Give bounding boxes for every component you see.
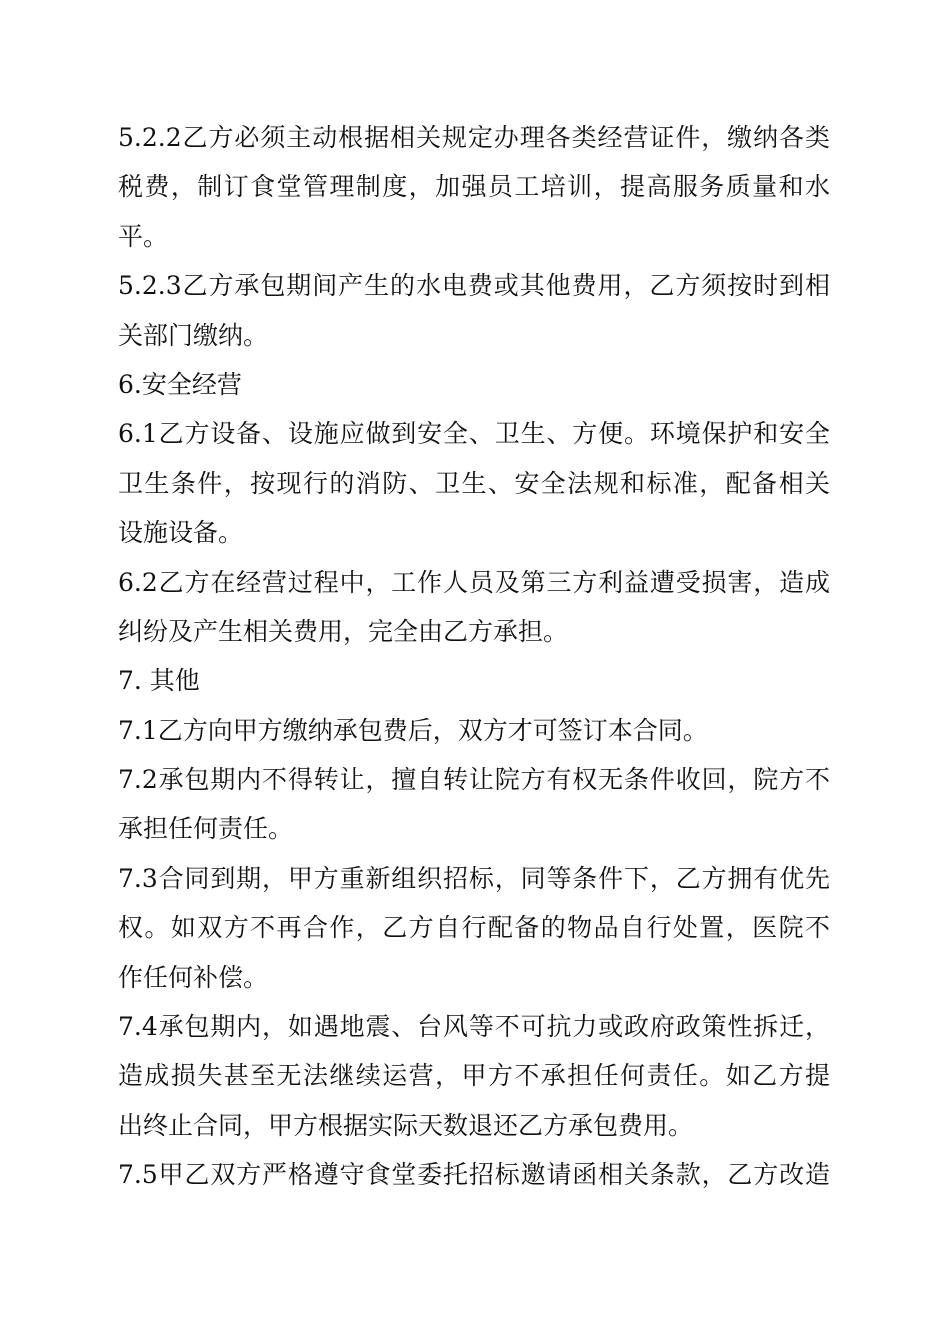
text-line: 税费，制订食堂管理制度，加强员工培训，提高服务质量和水 xyxy=(118,172,830,202)
text-line: 7.4承包期内，如遇地震、台风等不可抗力或政府政策性拆迁， xyxy=(118,1012,830,1042)
text-line: 5.2.2乙方必须主动根据相关规定办理各类经营证件，缴纳各类 xyxy=(118,123,830,152)
text-line: 6.1乙方设备、设施应做到安全、卫生、方便。环境保护和安全 xyxy=(118,419,830,449)
section-heading: 7. 其他 xyxy=(118,666,200,696)
text-line: 7.1乙方向甲方缴纳承包费后，双方才可签订本合同。 xyxy=(118,715,708,745)
text-line: 6.2乙方在经营过程中，工作人员及第三方利益遭受损害，造成 xyxy=(118,567,830,597)
text-line: 7.5甲乙双方严格遵守食堂委托招标邀请函相关条款，乙方改造 xyxy=(118,1160,830,1190)
text-line: 平。 xyxy=(118,221,169,251)
text-line: 7.3合同到期，甲方重新组织招标，同等条件下，乙方拥有优先 xyxy=(118,863,830,893)
text-line: 关部门缴纳。 xyxy=(118,320,269,350)
text-line: 作任何补偿。 xyxy=(118,962,269,992)
text-line: 卫生条件，按现行的消防、卫生、安全法规和标准，配备相关 xyxy=(118,468,830,498)
text-line: 权。如双方不再合作，乙方自行配备的物品自行处置，医院不 xyxy=(118,913,830,943)
contract-body-text xyxy=(118,125,830,1212)
section-heading: 6.安全经营 xyxy=(118,369,242,399)
text-line: 5.2.3乙方承包期间产生的水电费或其他费用，乙方须按时到相 xyxy=(118,271,830,301)
text-line: 设施设备。 xyxy=(118,518,244,548)
text-line: 纠纷及产生相关费用，完全由乙方承担。 xyxy=(118,616,569,646)
text-line: 承担任何责任。 xyxy=(118,814,294,844)
text-line: 造成损失甚至无法继续运营，甲方不承担任何责任。如乙方提 xyxy=(118,1061,830,1091)
text-line: 出终止合同，甲方根据实际天数退还乙方承包费用。 xyxy=(118,1110,694,1140)
text-line: 7.2承包期内不得转让，擅自转让院方有权无条件收回，院方不 xyxy=(118,765,830,795)
